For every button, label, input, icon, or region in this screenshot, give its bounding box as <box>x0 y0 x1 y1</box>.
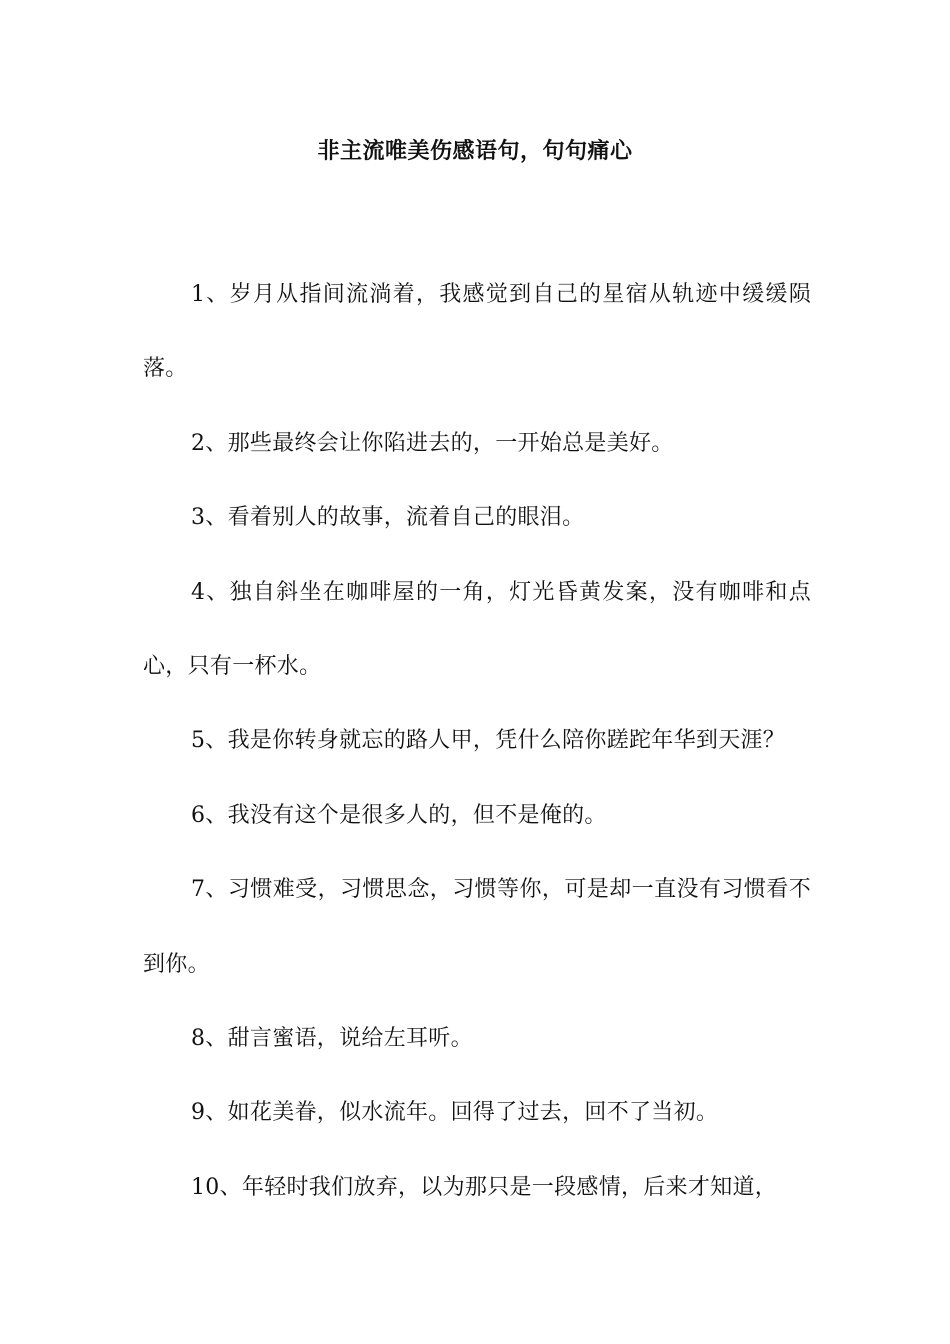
paragraph-8: 8、甜言蜜语，说给左耳听。 <box>191 1026 473 1052</box>
paragraph-2: 2、那些最终会让你陷进去的，一开始总是美好。 <box>191 430 674 456</box>
paragraph-9: 9、如花美眷，似水流年。回得了过去，回不了当初。 <box>191 1100 719 1126</box>
paragraph-7: 7、习惯难受，习惯思念，习惯等你，可是却一直没有习惯看不到你。 <box>143 877 811 977</box>
paragraph-4: 4、独自斜坐在咖啡屋的一角，灯光昏黄发案，没有咖啡和点心，只有一杯水。 <box>143 579 811 680</box>
paragraph-6: 6、我没有这个是很多人的，但不是俺的。 <box>191 802 607 828</box>
paragraph-10: 10、年轻时我们放弃，以为那只是一段感情，后来才知道， <box>191 1174 778 1200</box>
document-body <box>143 258 811 1225</box>
paragraph-1: 1、岁月从指间流淌着，我感觉到自己的星宿从轨迹中缓缓陨落。 <box>143 282 811 382</box>
paragraph-3: 3、看着别人的故事，流着自己的眼泪。 <box>191 505 585 531</box>
paragraph-5: 5、我是你转身就忘的路人甲，凭什么陪你蹉跎年华到天涯？ <box>191 728 786 754</box>
document-title: 非主流唯美伤感语句，句句痛心 <box>317 139 633 164</box>
